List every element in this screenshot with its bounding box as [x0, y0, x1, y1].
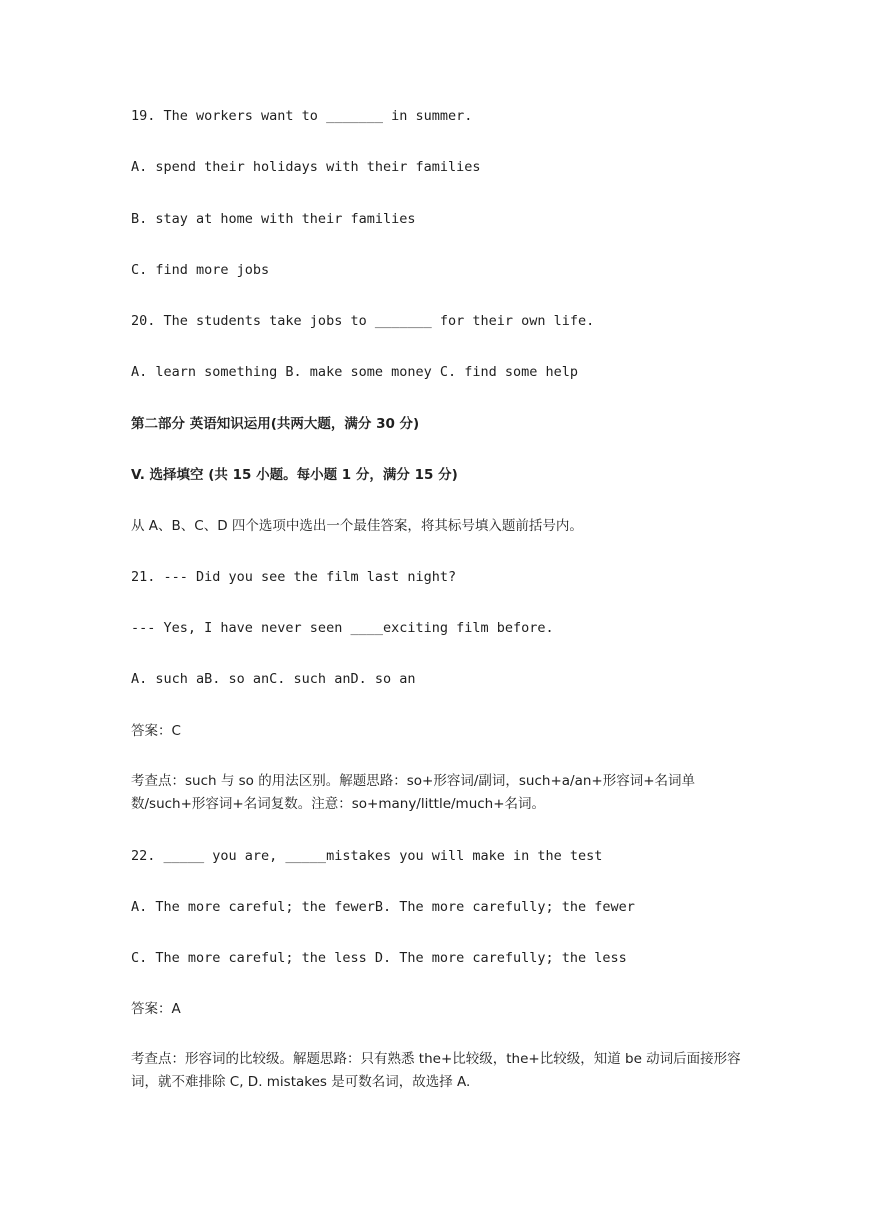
question-19-option-a: A. spend their holidays with their families: [131, 159, 481, 175]
question-22-analysis: 考查点：形容词的比较级。解题思路：只有熟悉 the+比较级，the+比较级，知道 be 动词后面接形容词，就不难排除 C, D. mistakes 是可数名词，故选择 A.: [131, 1051, 741, 1090]
question-22-options-cd: C. The more careful; the less D. The more carefully; the less: [131, 950, 627, 966]
question-21-line-2: --- Yes, I have never seen ____exciting film before.: [131, 620, 554, 636]
question-21-line-1: 21. --- Did you see the film last night?: [131, 569, 457, 585]
part-two-heading: 第二部分 英语知识运用(共两大题，满分 30 分): [131, 416, 420, 432]
question-22-stem: 22. _____ you are, _____mistakes you will make in the test: [131, 848, 603, 864]
question-20-stem: 20. The students take jobs to _______ for their own life.: [131, 313, 595, 329]
section-instruction: 从 A、B、C、D 四个选项中选出一个最佳答案，将其标号填入题前括号内。: [131, 518, 583, 534]
question-19-stem: 19. The workers want to _______ in summer.: [131, 108, 473, 124]
question-20-options: A. learn something B. make some money C. find some help: [131, 364, 579, 380]
question-22-options-ab: A. The more careful; the fewerB. The more carefully; the fewer: [131, 899, 635, 915]
question-19-option-c: C. find more jobs: [131, 262, 270, 278]
question-21-options: A. such aB. so anC. such anD. so an: [131, 671, 416, 687]
question-19-option-b: B. stay at home with their families: [131, 211, 416, 227]
question-21-analysis: 考查点：such 与 so 的用法区别。解题思路：so+形容词/副词，such+a/an+形容词+名词单数/such+形容词+名词复数。注意：so+many/little/much+名词。: [131, 773, 696, 812]
question-22-answer: 答案：A: [131, 1001, 181, 1017]
section-v-heading: V. 选择填空 (共 15 小题。每小题 1 分，满分 15 分): [131, 467, 458, 483]
question-21-answer: 答案：C: [131, 723, 181, 739]
